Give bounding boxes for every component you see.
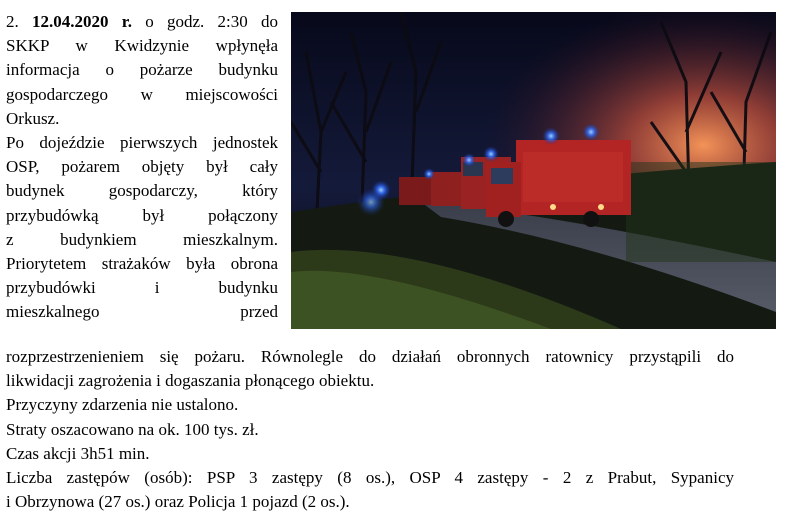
report-first-line: [6, 10, 278, 34]
report-date: 12.04.2020 r.: [32, 12, 132, 31]
body-line: likwidacji zagrożenia i dogaszania płonącego obiektu.: [6, 371, 375, 391]
intro-line: SKKP w Kwidzynie wpłynęła: [6, 36, 278, 56]
item-number: 2.: [6, 12, 19, 31]
duration-line: Czas akcji 3h51 min.: [6, 443, 150, 463]
intro-line: Orkusz.: [6, 108, 60, 128]
units-line: Liczba zastępów (osób): PSP 3 zastępy (8 os.), OSP 4 zastępy - 2 z Prabut, Sypanicy: [6, 468, 734, 488]
body-line: z budynkiem mieszkalnym.: [6, 229, 278, 249]
body-line: OSP, pożarem objęty był cały: [6, 157, 278, 177]
cause-line: Przyczyny zdarzenia nie ustalono.: [6, 395, 239, 415]
intro-line: gospodarczego w miejscowości: [6, 84, 278, 104]
body-line: przybudówką był połączony: [6, 205, 278, 225]
body-line: Po dojeździe pierwszych jednostek: [6, 133, 278, 153]
body-line: Priorytetem strażaków była obrona: [6, 254, 278, 274]
intro-line: informacja o pożarze budynku: [6, 60, 278, 80]
units-line: i Obrzynowa (27 os.) oraz Policja 1 pojazd (2 os.).: [6, 492, 350, 512]
report-full-width-text: [6, 345, 734, 514]
body-line: rozprzestrzenieniem się pożaru. Równolegle do działań obronnych ratownicy przystąpili do: [6, 347, 734, 366]
intro-line: o godz. 2:30 do: [145, 12, 278, 31]
fire-scene-photo: [291, 12, 776, 329]
report-text-column: [6, 10, 278, 325]
body-line: mieszkalnego przed: [6, 302, 278, 322]
body-line: budynek gospodarczy, który: [6, 181, 278, 201]
fire-scene-illustration: [291, 12, 776, 329]
body-line: przybudówki i budynku: [6, 278, 278, 298]
losses-line: Straty oszacowano na ok. 100 tys. zł.: [6, 419, 259, 439]
